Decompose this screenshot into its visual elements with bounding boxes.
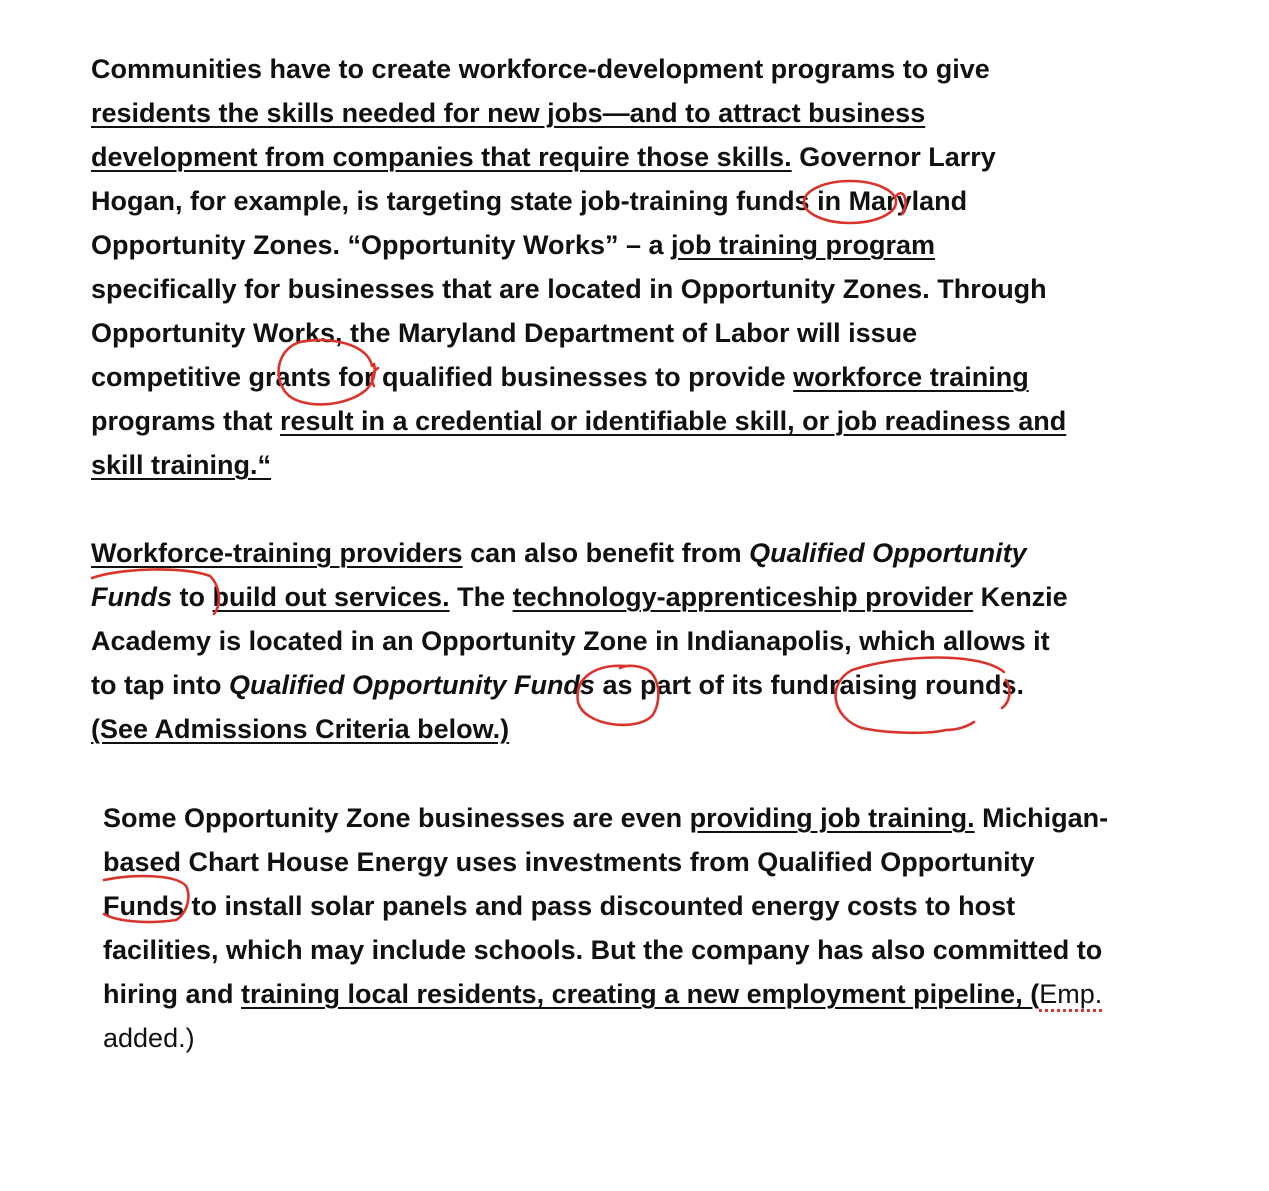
text-line xyxy=(103,884,1108,928)
text-line xyxy=(91,223,1066,267)
text-run: specifically for businesses that are located in Opportunity Zones. Through xyxy=(91,274,1047,304)
text-line xyxy=(91,575,1068,619)
text-run: Kenzie xyxy=(973,582,1068,612)
text-run: based Chart House Energy uses investments from Qualified Opportunity xyxy=(103,847,1035,877)
text-run: Academy is located in an Opportunity Zone in Indianapolis, which allows it xyxy=(91,626,1050,656)
text-line xyxy=(91,443,1066,487)
text-run: The xyxy=(449,582,513,612)
text-run: Michigan- xyxy=(974,803,1109,833)
text-run: Emp. xyxy=(1039,979,1103,1009)
underlined-text: technology-apprenticeship provider xyxy=(512,582,974,612)
text-run: Qualified Opportunity xyxy=(749,538,1027,568)
underlined-text: job training program xyxy=(671,230,936,260)
text-line xyxy=(91,267,1066,311)
text-run: added.) xyxy=(103,1023,195,1053)
text-run: Funds xyxy=(91,582,172,612)
underlined-text: (See Admissions Criteria below.) xyxy=(91,714,510,744)
underlined-text: training local residents, creating a new employment pipeline, ( xyxy=(241,979,1040,1009)
underlined-text: build out services. xyxy=(212,582,450,612)
underlined-text: result in a credential or identifiable skill, or job readiness and xyxy=(280,406,1067,436)
text-line xyxy=(91,531,1068,575)
text-run: Opportunity Works, the Maryland Department of Labor will issue xyxy=(91,318,918,348)
text-run: Governor Larry xyxy=(791,142,996,172)
underlined-text: workforce training xyxy=(793,362,1029,392)
text-run: Hogan, for example, is targeting state job-training funds in Maryland xyxy=(91,186,968,216)
text-line xyxy=(91,619,1068,663)
text-line xyxy=(91,179,1066,223)
paragraph-opportunity-works xyxy=(91,47,1066,487)
underlined-text: residents the skills needed for new jobs—and to attract business xyxy=(91,98,926,128)
text-line xyxy=(91,47,1066,91)
text-run: can also benefit from xyxy=(462,538,750,568)
text-line xyxy=(103,796,1108,840)
text-run: competitive grants for qualified businesses to provide xyxy=(91,362,794,392)
text-run: facilities, which may include schools. But the company has also committed to xyxy=(103,935,1103,965)
text-line xyxy=(103,928,1108,972)
text-run: hiring and xyxy=(103,979,241,1009)
underlined-text: development from companies that require those skills. xyxy=(91,142,792,172)
text-line xyxy=(91,355,1066,399)
text-run: to xyxy=(172,582,213,612)
underlined-text: Workforce-training providers xyxy=(91,538,463,568)
text-line xyxy=(103,1016,1108,1060)
text-line xyxy=(91,135,1066,179)
text-run: as part of its fundraising rounds. xyxy=(594,670,1024,700)
text-run: programs that xyxy=(91,406,281,436)
text-run: Funds to install solar panels and pass discounted energy costs to host xyxy=(103,891,1016,921)
text-line xyxy=(91,311,1066,355)
text-run: to tap into xyxy=(91,670,229,700)
text-run: Opportunity Zones. “Opportunity Works” – a xyxy=(91,230,672,260)
paragraph-workforce-training-providers xyxy=(91,531,1068,751)
text-run: Communities have to create workforce-development programs to give xyxy=(91,54,990,84)
text-line xyxy=(91,91,1066,135)
text-line xyxy=(91,707,1068,751)
underlined-text: skill training.“ xyxy=(91,450,272,480)
text-line xyxy=(103,840,1108,884)
paragraph-chart-house-energy xyxy=(103,796,1108,1060)
text-line xyxy=(91,399,1066,443)
text-run: Some Opportunity Zone businesses are even xyxy=(103,803,690,833)
text-run: Qualified Opportunity Funds xyxy=(228,670,595,700)
underlined-text: providing job training. xyxy=(689,803,975,833)
text-line xyxy=(103,972,1108,1016)
text-line xyxy=(91,663,1068,707)
